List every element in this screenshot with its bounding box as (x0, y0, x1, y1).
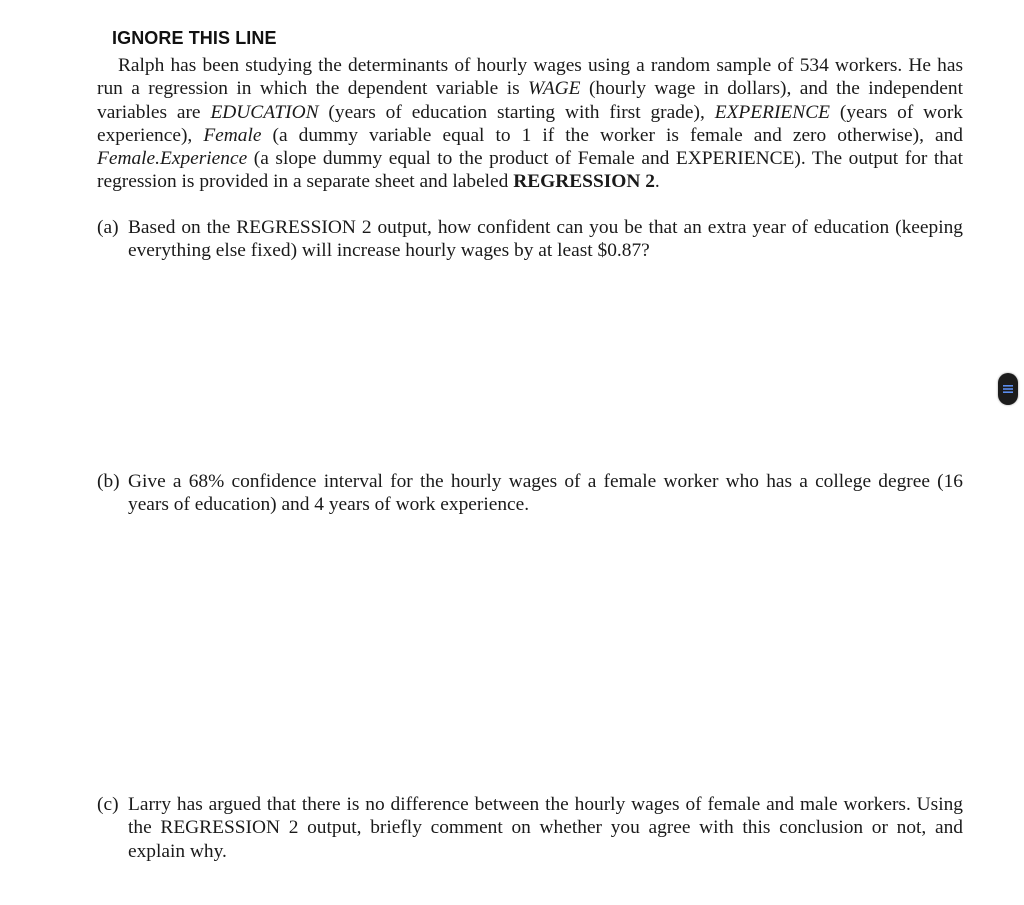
question-label: (a) (97, 217, 119, 238)
intro-text-6: (a slope dummy equal to the product of Female and EXPERIENCE). The output for that regression is provided in a separate sheet and labeled (97, 148, 963, 193)
question-label: (b) (97, 471, 120, 492)
heading: IGNORE THIS LINE (112, 28, 277, 48)
var-experience: EXPERIENCE (714, 101, 830, 123)
var-wage: WAGE (528, 78, 581, 100)
question-c (97, 793, 963, 863)
menu-lines-icon (1003, 384, 1013, 394)
var-female-experience: Female.Experience (97, 148, 248, 170)
intro-text-7: . (654, 171, 660, 193)
intro-text-3: (years of education starting with first grade), (318, 101, 715, 123)
label-regression: REGRESSION 2 (513, 171, 655, 193)
intro-paragraph (97, 54, 963, 194)
question-b (97, 470, 963, 517)
intro-text-2: (hourly wage in dollars), and the independent variables are (97, 78, 963, 123)
question-text: Give a 68% confidence interval for the hourly wages of a female worker who has a college degree (16 years of education) and 4 years of work experience. (128, 471, 963, 516)
var-education: EDUCATION (210, 101, 319, 123)
question-text: Based on the REGRESSION 2 output, how confident can you be that an extra year of education (keeping everything else fixed) will increase hourly wages by at least $0.87? (128, 217, 963, 262)
intro-text-4: (years of work experience), (97, 101, 964, 146)
question-label: (c) (97, 794, 119, 815)
question-text: Larry has argued that there is no difference between the hourly wages of female and male workers. Using the REGRESSION 2 output, briefly comment on whether you agree with this conclusion or not, and explain why. (128, 794, 963, 862)
var-female: Female (203, 124, 262, 146)
intro-text-1: Ralph has been studying the determinants of hourly wages using a random sample of 534 workers. He has run a regression in which the dependent variable is (97, 55, 963, 100)
intro-text-5: (a dummy variable equal to 1 if the worker is female and zero otherwise), and (261, 124, 963, 146)
scroll-handle[interactable] (998, 373, 1018, 405)
question-a (97, 216, 963, 263)
